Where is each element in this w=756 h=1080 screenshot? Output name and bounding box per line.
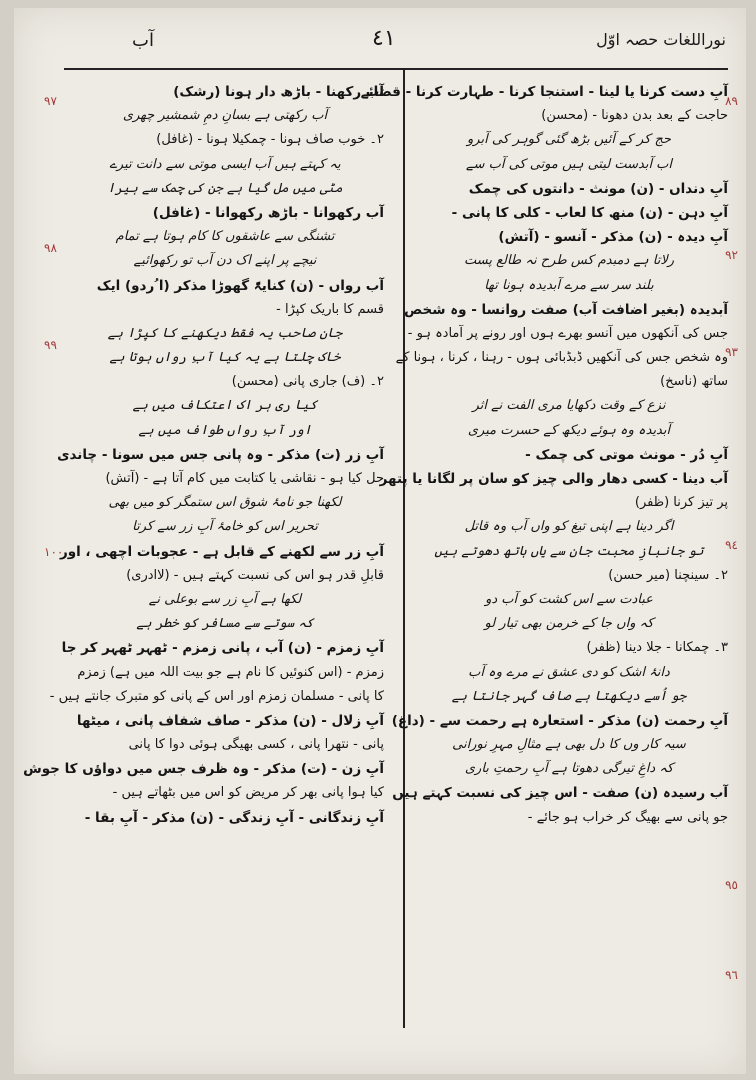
verse-line: آب رکھتی ہے بسانِ دمِ شمشیر چھری xyxy=(122,108,328,124)
entry-headword-line: آب دینا - کسی دھار والی چیز کو سان پر لگانا یا پتھر xyxy=(379,471,728,487)
verse-line: خاک چلتا ہے یہ کیا آبِ رواں ہوتا ہے xyxy=(109,350,341,366)
verse-line: رلاتا ہے دمبدم کس طرح نہ طالع پست xyxy=(463,253,675,269)
right-column xyxy=(360,80,728,830)
margin-number: ٩٢ xyxy=(725,248,738,262)
definition-line: ۳۔ چمکانا - جلا دینا (ظفر) xyxy=(586,640,728,656)
entry-headword-line: آب رکھنا - باڑھ دار ہونا (رشک) xyxy=(173,84,384,100)
entry-headword-line: آبِ رحمت (ن) مذکر - استعارہ ہے رحمت سے - (داغ) xyxy=(391,712,728,729)
verse-line: اگر دینا ہے اپنی تیغ کو واں آب وہ قاتل xyxy=(464,519,674,535)
verse-line: سیہ کار وں کا دل بھی ہے مثالِ مہرِ نورانی xyxy=(452,737,686,753)
definition-line: ساتھ (ناسخ) xyxy=(660,374,728,390)
definition-line: پر تیز کرنا (ظفر) xyxy=(634,495,728,511)
margin-number: ٩٩ xyxy=(44,338,57,352)
definition-line: ۲۔ خوب صاف ہونا - چمکیلا ہونا - (غافل) xyxy=(156,132,384,148)
page-header xyxy=(14,8,746,66)
verse-line: جو اُسے دیکھتا ہے صاف گہر جانتا ہے xyxy=(451,688,687,704)
entry-headword-line: آب رسیدہ (ن) صفت - اس چیز کی نسبت کہتے ہیں xyxy=(392,785,728,802)
entry-headword-line: آبِ زر سے لکھنے کے قابل ہے - عجوبات اچھی ، اور xyxy=(59,543,384,560)
definition-line: ۲۔ سینچنا (میر حسن) xyxy=(608,567,728,583)
definition-line: کا پانی - مسلمان زمزم اور اس کے پانی کو متبرک جانتے ہیں - xyxy=(49,688,384,704)
margin-number: ٩٣ xyxy=(725,345,738,359)
verse-line: دانۂ اشک کو دی عشق نے مرے وہ آب xyxy=(468,664,670,680)
entry-headword-line: آبِ زر (ت) مذکر - وہ پانی جس میں سونا - چاندی xyxy=(57,446,384,463)
verse-line: کہ سوتے سے مسافر کو خطر ہے xyxy=(136,616,314,632)
verse-line: بلند سر سے مرے آبدیدہ ہونا تھا xyxy=(484,277,654,293)
verse-line: تشنگی سے عاشقوں کا کام ہوتا ہے تمام xyxy=(115,229,335,245)
verse-line: مٹی میں مل گیا ہے جن کی چمک سے ہیرا xyxy=(107,180,343,196)
entry-headword-line: آبِ زلال - (ن) مذکر - صاف شفاف پانی ، میٹھا xyxy=(76,712,384,729)
entry-headword-line: آبِ دنداں - (ن) مونث - دانتوں کی چمک xyxy=(468,180,728,197)
dictionary-page xyxy=(14,8,746,1074)
header-divider xyxy=(64,68,728,70)
definition-line: ۲۔ (ف) جاری پانی (محسن) xyxy=(231,374,384,390)
header-catchword: آب xyxy=(132,30,154,51)
verse-line: لکھا ہے آبِ زر سے بوعلی نے xyxy=(148,591,302,607)
entry-headword-line: آبِ زمزم - (ن) آب ، پانی زمزم - ٹھہر ٹھہر کر جا xyxy=(61,640,384,657)
verse-line: کہ واں جا کے خرمن بھی تیار لو xyxy=(484,616,654,632)
definition-line: جس کی آنکھوں میں آنسو بھرے ہوں اور رونے پر آمادہ ہو - xyxy=(407,325,728,341)
definition-line: حاجت کے بعد بدن دھونا - (محسن) xyxy=(541,108,728,124)
verse-line: اور آبِ رواں طواف میں ہے xyxy=(138,422,312,438)
margin-number: ٩٦ xyxy=(725,968,738,982)
definition-line: جو پانی سے بھیگ کر خراب ہو جائے - xyxy=(527,809,728,825)
definition-line: قسم کا باریک کپڑا - xyxy=(276,301,384,317)
verse-line: آبدیدہ وہ ہوئے دیکھ کے حسرت میری xyxy=(467,422,671,438)
verse-line: لکھنا جو نامۂ شوق اس ستمگر کو میں بھی xyxy=(108,495,342,511)
entry-headword-line: آبدیدہ (بغیر اضافت آب) صفت روانسا - وہ شخص xyxy=(404,301,728,318)
verse-line: نیچے پر اپنے اک دن آب تو رکھوائیے xyxy=(133,253,317,269)
margin-number: ٩٤ xyxy=(725,538,738,552)
entry-headword-line: آب رکھوانا - باڑھ رکھوانا - (غافل) xyxy=(152,204,384,221)
verse-line: نزع کے وقت دکھایا مری الفت نے اثر xyxy=(472,398,666,414)
entry-headword-line: آبِ دہن - (ن) منھ کا لعاب - کلی کا پانی - xyxy=(451,204,728,221)
verse-line: کیا ری ہر اک اعتکاف میں ہے xyxy=(132,398,318,414)
margin-number: ٩٧ xyxy=(44,94,57,108)
verse-line: حج کر کے آئیں بڑھ گئی گوہر کی آبرو xyxy=(467,132,671,148)
verse-line: اب آبدست لیتی ہیں موتی کی آب سے xyxy=(465,156,673,172)
margin-number: ٩٨ xyxy=(44,241,57,255)
entry-headword-line: آبِ دست کرنا یا لینا - استنجا کرنا - طہارت کرنا - قضائے xyxy=(360,84,728,100)
definition-line: وہ شخص جس کی آنکھیں ڈبڈبائی ہوں - رہنا ، کرنا ، ہونا کے xyxy=(395,350,728,366)
definition-line: پانی - نتھرا پانی ، کسی بھیگی ہوئی دوا کا پانی xyxy=(128,737,384,753)
entry-headword-line: آبِ دُر - مونث موتی کی چمک - xyxy=(525,446,728,463)
definition-line: کیا ہوا پانی بھر کر مریض کو اس میں بٹھاتے ہیں - xyxy=(112,785,384,801)
margin-number: ١٠٠ xyxy=(44,545,64,559)
margin-number: ٩٥ xyxy=(725,878,738,892)
definition-line: زمزم - (اس کنوئیں کا نام ہے جو بیت اللہ میں ہے) زمزم xyxy=(77,664,384,680)
verse-line: تحریر اس کو خامۂ آبِ زر سے کرتا xyxy=(132,519,318,535)
verse-line: عبادت سے اس کشت کو آب دو xyxy=(485,591,653,607)
page-number: ٤١ xyxy=(372,26,396,51)
column-divider xyxy=(403,70,405,1028)
book-title: نوراللغات حصہ اوّل xyxy=(596,30,726,49)
verse-line: تو جانبازِ محبت جان سے یاں ہاتھ دھوتے ہیں xyxy=(434,543,704,559)
entry-headword-line: آب رواں - (ن) کنایۃً گھوڑا مذکر (ا ُردو) ایک xyxy=(96,277,384,294)
verse-line: کہ داغِ تیرگی دھوتا ہے آبِ رحمتِ باری xyxy=(464,761,674,777)
verse-line: یہ کہتے ہیں آب ایسی موتی سے دانت تیرے xyxy=(109,156,341,172)
entry-headword-line: آبِ زن - (ت) مذکر - وہ ظرف جس میں دواؤں کا جوش xyxy=(23,761,384,778)
definition-line: قابلِ قدر ہو اس کی نسبت کہتے ہیں - (لاادری) xyxy=(126,567,384,583)
margin-number: ٨٩ xyxy=(725,94,738,108)
verse-line: جان صاحب یہ فقط دیکھنے کا کپڑا ہے xyxy=(107,325,343,341)
entry-headword-line: آبِ دیدہ - (ن) مذکر - آنسو - (آتش) xyxy=(498,229,728,246)
definition-line: حل کیا ہو - نقاشی یا کتابت میں کام آتا ہے - (آتش) xyxy=(105,471,384,486)
entry-headword-line: آبِ زندگانی - آبِ زندگی - (ن) مذکر - آبِ بقا - xyxy=(84,809,384,826)
